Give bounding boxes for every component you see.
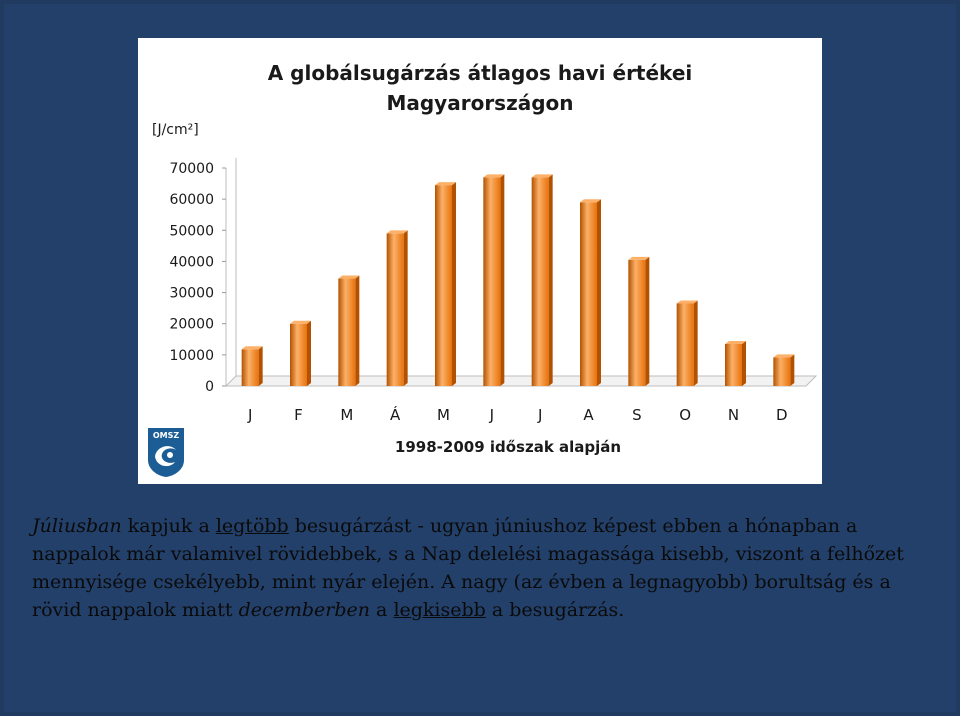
y-axis-label: [J/cm²] [152, 122, 199, 138]
bar-front [435, 185, 452, 386]
y-tick-label: 10000 [169, 347, 214, 364]
y-tick-label: 50000 [169, 223, 214, 240]
bar-front [387, 233, 404, 386]
bar [628, 257, 649, 386]
caption-part: legtöbb [215, 515, 289, 537]
bar-front [242, 349, 259, 386]
bar-front [725, 344, 742, 386]
y-tick-label: 0 [205, 379, 214, 395]
x-axis-ticks [247, 405, 788, 424]
x-tick-label: A [583, 406, 594, 424]
y-axis-ticks [169, 161, 226, 395]
x-tick-label: J [537, 406, 543, 424]
bar-side [452, 182, 456, 386]
x-tick-label: N [727, 406, 740, 424]
bar-side [355, 276, 359, 386]
chart-title-line-2: Magyarországon [386, 91, 574, 115]
bar-side [645, 257, 649, 386]
bar [677, 300, 698, 386]
bar-side [742, 341, 746, 386]
caption-paragraph [32, 512, 922, 624]
bar-chart [138, 38, 822, 484]
bar [338, 276, 359, 386]
bar-front [338, 279, 355, 386]
x-tick-label: J [247, 406, 253, 424]
y-tick-label: 70000 [169, 161, 214, 177]
bar [580, 199, 601, 386]
chart-bars [242, 174, 795, 386]
x-tick-label: O [679, 406, 692, 424]
caption-text [32, 512, 922, 624]
bar-front [483, 177, 500, 386]
bar-side [259, 346, 263, 386]
x-tick-label: S [632, 406, 642, 424]
x-axis-label: 1998-2009 időszak alapján [394, 438, 622, 456]
y-tick-label: 40000 [169, 254, 214, 271]
x-tick-label: J [489, 406, 495, 424]
bar-side [549, 174, 553, 386]
bar-side [500, 174, 504, 386]
bar-side [404, 230, 408, 386]
bar [773, 354, 794, 386]
bar-front [773, 357, 790, 386]
bar-front [532, 177, 549, 386]
bar-front [677, 303, 694, 386]
omsz-logo [146, 426, 186, 478]
bar-front [290, 324, 307, 386]
x-tick-label: M [340, 406, 354, 424]
x-tick-label: M [437, 406, 450, 424]
bar [532, 174, 553, 386]
caption-part: legkisebb [393, 599, 486, 621]
x-tick-label: D [776, 406, 788, 424]
bar-side [307, 321, 311, 386]
caption-part: Júliusban [32, 515, 122, 537]
caption-part: kapjuk a [121, 515, 216, 537]
y-tick-label: 60000 [169, 192, 214, 209]
bar [483, 174, 504, 386]
bar [290, 321, 311, 386]
bar [725, 341, 746, 386]
logo-text: OMSZ [152, 431, 180, 440]
chart-title-line-1: A globálsugárzás átlagos havi értékei [267, 61, 693, 85]
x-tick-label: F [294, 406, 303, 424]
bar [387, 230, 408, 386]
chart-panel [138, 38, 822, 484]
caption-part: a besugárzás. [485, 599, 625, 621]
bar [435, 182, 456, 386]
bar-front [628, 260, 645, 386]
bar-front [580, 202, 597, 386]
bar-side [597, 199, 601, 386]
caption-part: besugárzást - ugyan júniushoz képest ebben a hónapban a nappalok már valamivel rövidebbek, s a Nap delelési magassága kisebb, viszont a felhőzet mennyisége csekélyebb, mint nyár elején. A nagy (az évben a legnagyobb) borultság és a rövid nappalok miatt [32, 515, 904, 621]
y-tick-label: 30000 [169, 285, 214, 302]
caption-part: decemberben [238, 599, 371, 621]
x-tick-label: Á [390, 406, 401, 424]
bar-side [694, 300, 698, 386]
y-tick-label: 20000 [169, 316, 214, 333]
bar [242, 346, 263, 386]
caption-part: a [370, 599, 394, 621]
bar-side [790, 354, 794, 386]
